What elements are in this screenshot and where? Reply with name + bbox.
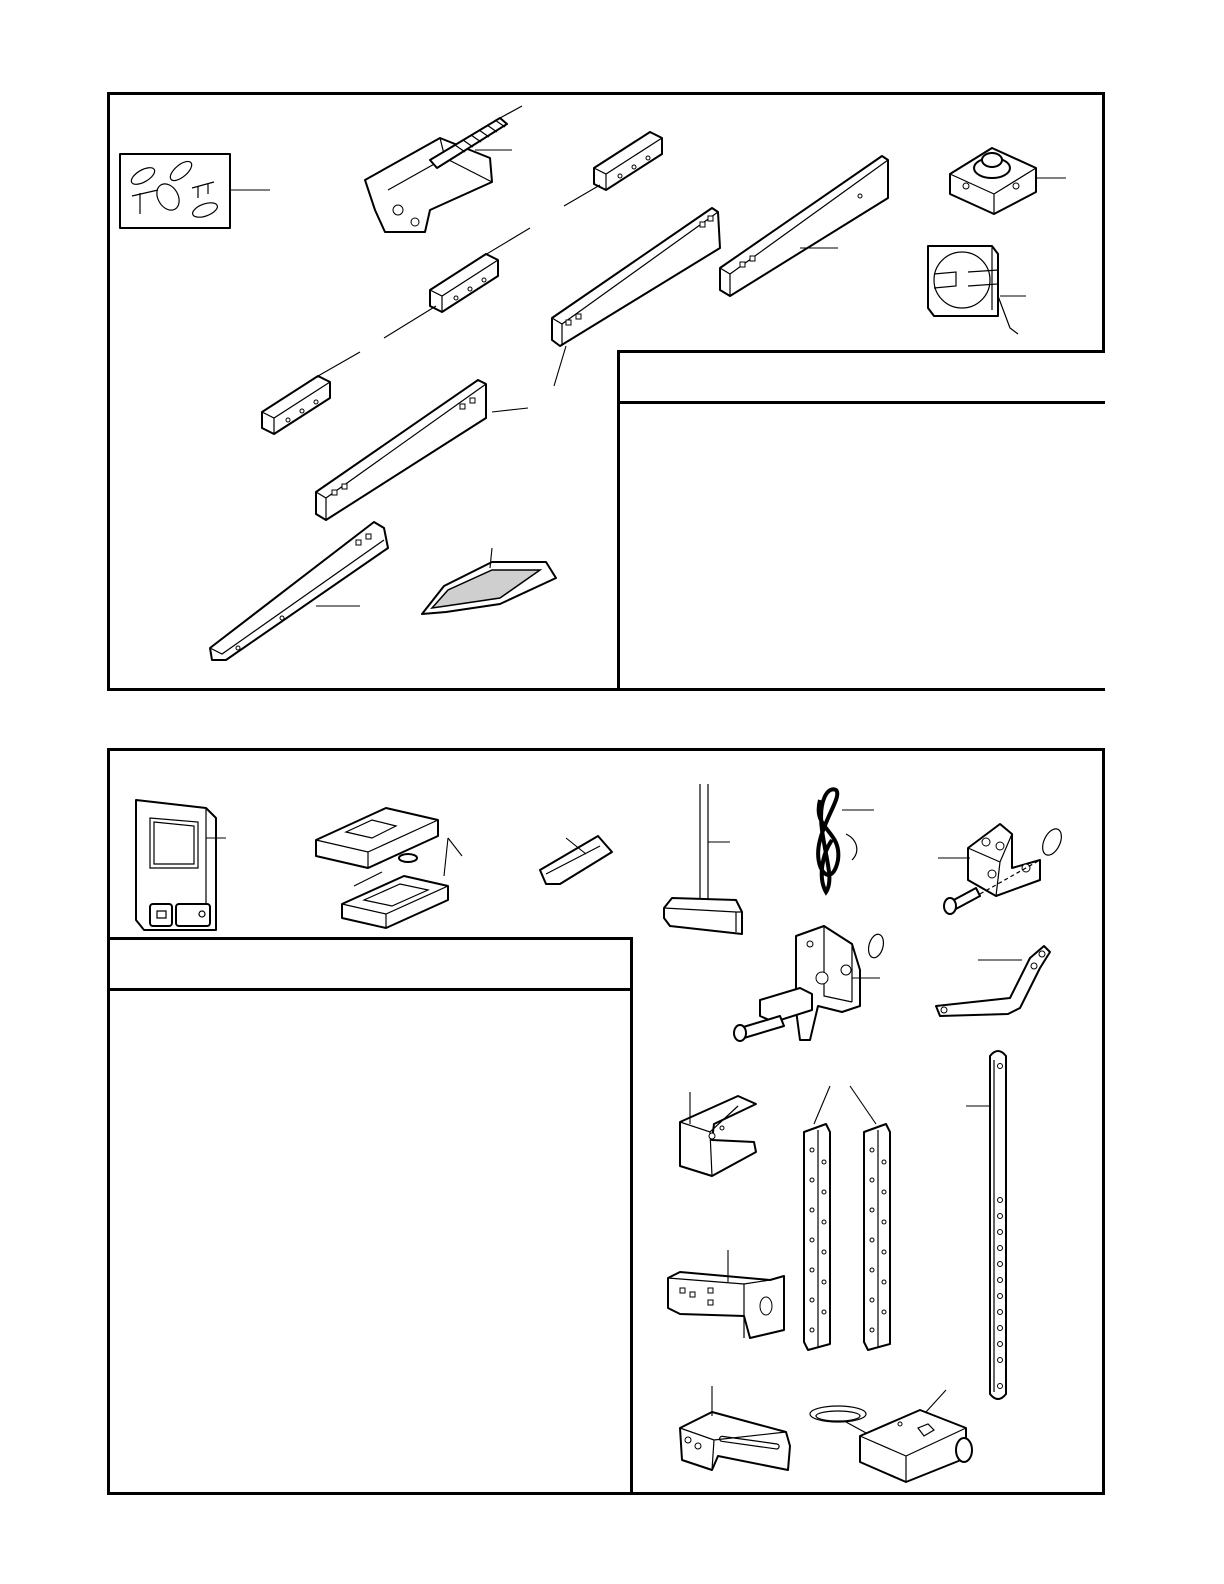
rail-section-icon [316,380,528,520]
angle-iron-icon [804,1124,830,1350]
angle-iron-leader [850,1086,876,1124]
header-bracket-icon [938,824,1065,914]
door-control-icon [136,800,226,930]
top-parts-list-box [617,350,1105,688]
bottom-parts-list-header [110,940,630,991]
visor-clip-icon [540,836,612,884]
top-parts-list-header [620,353,1105,404]
pulley-bracket-icon [950,148,1066,214]
bell-wire-icon [818,789,874,892]
mounting-bracket-icon [680,1386,790,1470]
grease-packet-icon [422,548,556,614]
curved-door-arm-icon [936,946,1050,1016]
angle-iron-leader [814,1086,830,1124]
top-parts-panel [107,92,1105,691]
safety-sensor-icon [810,1390,972,1482]
angle-iron-icon [864,1124,890,1350]
rail-bracket-icon [564,132,662,206]
rail-section-icon [210,522,388,660]
rail-bracket-icon [262,352,360,434]
trolley-icon [365,106,522,232]
straight-door-arm-icon [966,1051,1006,1399]
rail-section-icon [720,156,888,296]
emergency-release-rope-icon [664,784,742,934]
sprocket-cover-icon [928,246,1026,334]
bottom-parts-list-box [110,937,633,1492]
safety-bracket-icon [680,1092,756,1176]
mounting-bracket-icon [668,1250,784,1338]
rail-bracket-icon [384,228,530,338]
remote-control-icon [316,808,462,928]
hardware-bag-icon [120,154,270,228]
bottom-parts-panel [107,748,1105,1495]
door-bracket-icon [734,926,886,1041]
